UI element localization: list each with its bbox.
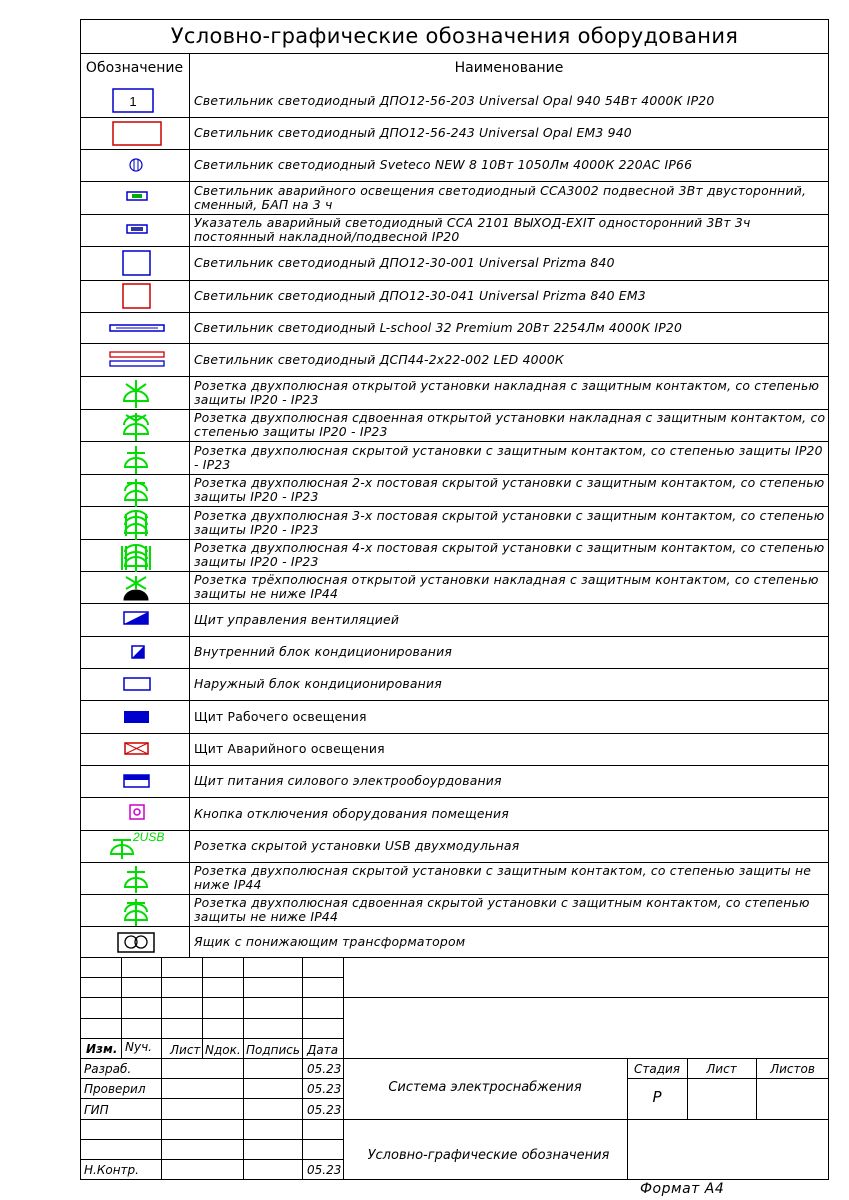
lamp-number: 1 bbox=[129, 94, 137, 109]
transformer-icon bbox=[118, 933, 154, 952]
shutdown-button-icon bbox=[130, 805, 144, 819]
legend-row-name: Щит питания силового электрообоурдования bbox=[194, 773, 502, 788]
legend-row-name: Розетка трёхполюсная открытой установки накладная с защитным контактом, со степенью защиты не ниже IP44 bbox=[194, 572, 819, 601]
ip44-socket-icons bbox=[125, 866, 147, 926]
date-normcontrol: 05.23 bbox=[307, 1163, 342, 1177]
role-developer: Разраб. bbox=[84, 1062, 132, 1076]
role-normcontrol: Н.Контр. bbox=[84, 1163, 139, 1177]
col-list: Лист bbox=[170, 1043, 201, 1057]
legend-row-name: Розетка двухполюсная 2-х постовая скрытой установки с защитным контактом, со степенью защиты IP20 - IP23 bbox=[194, 475, 825, 504]
col-ndok: Nдок. bbox=[205, 1043, 241, 1057]
legend-row-name: Светильник светодиодный Sveteco NEW 8 10Вт 1050Лм 4000К 220АС IP66 bbox=[194, 157, 693, 172]
prizma-lamp-icon bbox=[123, 251, 150, 275]
col-date: Дата bbox=[307, 1043, 339, 1057]
col-signature: Подпись bbox=[246, 1043, 300, 1057]
lighting-panel-icon bbox=[124, 711, 149, 723]
legend-row-name: Розетка двухполюсная сдвоенная скрытой установки с защитным контактом, со степенью защиты не ниже IP44 bbox=[194, 895, 810, 924]
role-gip: ГИП bbox=[84, 1103, 109, 1117]
legend-row-name: Розетка двухполюсная сдвоенная открытой установки накладная с защитным контактом, со степенью защиты IP20 - IP23 bbox=[194, 410, 826, 439]
legend-row-name: Указатель аварийный светодиодный ССА 2101 ВЫХОД-EXIT односторонний 3Вт 3ч постоянный накладной/подвесной IP20 bbox=[194, 215, 751, 244]
role-checker: Проверил bbox=[84, 1082, 146, 1096]
lamp-opal-em-icon bbox=[113, 122, 161, 145]
legend-row-name: Внутренний блок кондиционирования bbox=[194, 644, 453, 659]
stage-header: Стадия bbox=[633, 1062, 681, 1076]
date-checker: 05.23 bbox=[307, 1082, 342, 1096]
double-lamp-icon bbox=[110, 352, 164, 357]
prizma-em-lamp-icon bbox=[123, 284, 150, 308]
legend-row-name: Щит управления вентиляцией bbox=[194, 611, 400, 627]
stage-value: Р bbox=[652, 1088, 662, 1106]
sheets-header: Листов bbox=[770, 1062, 815, 1076]
format-label: Формат А4 bbox=[640, 1181, 725, 1197]
legend-row-name: Светильник светодиодный ДСП44-2х22-002 LED 4000К bbox=[194, 351, 564, 367]
page-title: Условно-графические обозначения оборудования bbox=[170, 24, 739, 48]
socket-icons bbox=[122, 380, 150, 589]
system-name: Система электроснабжения bbox=[388, 1080, 582, 1095]
header-name: Наименование bbox=[454, 60, 564, 76]
legend-row-name: Светильник светодиодный ДПО12-56-203 Universal Opal 940 54Вт 4000К IP20 bbox=[194, 92, 715, 108]
legend-row-name: Кнопка отключения оборудования помещения bbox=[194, 805, 509, 821]
date-developer: 05.23 bbox=[307, 1062, 342, 1076]
legend-row-name: Светильник светодиодный ДПО12-56-243 Universal Opal ЕМ3 940 bbox=[194, 125, 632, 140]
usb-label: 2USB bbox=[133, 830, 165, 844]
usb-socket-icon bbox=[111, 840, 133, 859]
legend-row-name: Светильник светодиодный L-school 32 Premium 20Вт 2254Лм 4000К IP20 bbox=[194, 319, 683, 335]
legend-row-name: Розетка двухполюсная скрытой установки с защитным контактом, со степенью защиты не ниже IP44 bbox=[194, 863, 812, 892]
lamp-round-icon bbox=[130, 159, 142, 171]
legend-row-name: Щит Рабочего освещения bbox=[194, 708, 367, 724]
document-title: Условно-графические обозначения bbox=[367, 1148, 610, 1163]
legend-row-name: Розетка двухполюсная 3-х постовая скрытой установки с защитным контактом, со степенью защиты IP20 - IP23 bbox=[194, 507, 825, 537]
legend-row-name: Светильник светодиодный ДПО12-30-041 Universal Prizma 840 ЕМ3 bbox=[194, 288, 646, 303]
legend-row-name: Щит Аварийного освещения bbox=[194, 741, 385, 756]
sheet-header: Лист bbox=[706, 1062, 737, 1076]
column-divider bbox=[189, 53, 190, 957]
legend-row-name: Светильник аварийного освещения светодиодный ССА3002 подвесной 3Вт двусторонний, сменный, БАП на 3 ч bbox=[194, 182, 807, 212]
outdoor-unit-icon bbox=[124, 678, 150, 690]
symbols-layer bbox=[80, 84, 189, 957]
legend-row-name: Ящик с понижающим трансформатором bbox=[194, 933, 466, 949]
legend-row-name: Наружный блок кондиционирования bbox=[194, 676, 442, 691]
col-nuch: Nуч. bbox=[125, 1040, 152, 1054]
header-symbol: Обозначение bbox=[85, 60, 184, 76]
legend-row-name: Розетка двухполюсная открытой установки накладная с защитным контактом, со степенью защиты IP20 - IP23 bbox=[194, 377, 820, 407]
col-izm: Изм. bbox=[86, 1042, 118, 1056]
legend-row-name: Розетка двухполюсная скрытой установки с защитным контактом, со степенью защиты IP20 - IP23 bbox=[194, 442, 823, 472]
date-gip: 05.23 bbox=[307, 1103, 342, 1117]
legend-row-name: Розетка двухполюсная 4-х постовая скрытой установки с защитным контактом, со степенью защиты IP20 - IP23 bbox=[194, 540, 825, 569]
legend-row-name: Розетка скрытой установки USB двухмодульная bbox=[194, 838, 520, 853]
legend-row-name: Светильник светодиодный ДПО12-30-001 Universal Prizma 840 bbox=[194, 255, 615, 270]
three-pole-socket-icon bbox=[124, 590, 148, 600]
